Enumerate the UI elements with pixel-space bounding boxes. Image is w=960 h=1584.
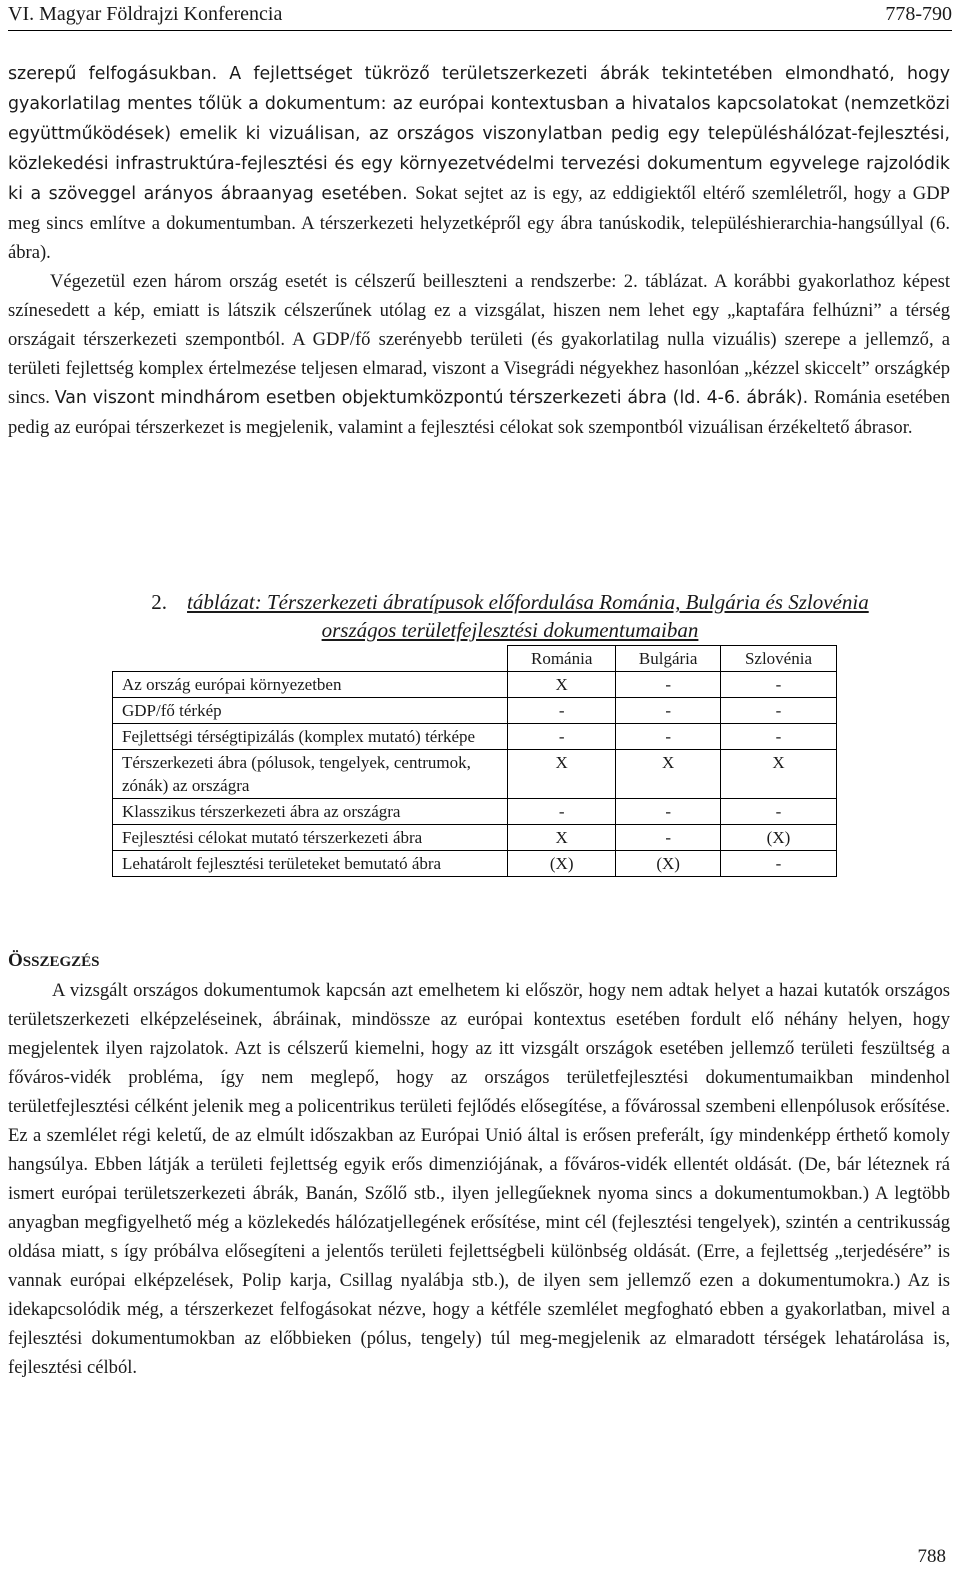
conference-title: VI. Magyar Földrajzi Konferencia xyxy=(8,3,283,25)
table-row xyxy=(113,825,837,851)
cell-value: - xyxy=(616,799,721,825)
page-range: 778-790 xyxy=(885,3,952,25)
cell-value: - xyxy=(508,724,616,750)
table-row xyxy=(113,724,837,750)
cell-value: - xyxy=(720,672,836,698)
table-number: 2. xyxy=(151,590,168,614)
heading-rest: SSZEGZÉS xyxy=(22,954,100,970)
summary-paragraph: A vizsgált országos dokumentumok kapcsán azt emelhetem ki először, hogy nem adtak helyet a hazai kutatók országos területszerkezeti elképzeléseinek, ábráinak, mindössze az európai kontextus esetében fordult elő néhány helyen, hogy megjelentek ilyen rajzolatok. Azt is célszerű kiemelni, hogy az itt vizsgált országok esetében jellemző területi feszültség a főváros-vidék probléma, így nem meglepő, hogy az országos területfejlesztési dokumentumaikban mindenhol területfejlesztési célként jelenik meg a policentrikus területi fejlődés elősegítése, a fővárossal szembeni ellenpólusok erősítése. Ez a szemlélet régi keletű, de az elmúlt időszakban az Európai Unió által is erősen preferált, így mindenképp érthető komoly hangsúlya. Ebben látják a területi fejlettség egyik erős dimenziójának, a főváros-vidék ellentét oldását. (De, bár léteznek rá ismert európai területszerkezeti ábrák, Banán, Szőlő stb., ilyen jellegűeknek nyoma sincs a dokumentumokban.) A legtöbb anyagban megfigyelhető még a közlekedés hálózatjellegének erősítése, mint cél (fejlesztési tengelyek), szintén a centrikusság oldása miatt, s így próbálva elősegíteni a jelentős területi fejlettségbeli különbség oldását. (Erre, a fejlettség „terjedésére” is vannak európai elképzelések, Polip karja, Csillag nyalábja stb.), de ilyen sem jellemző ezen a dokumentumokra.) Az is idekapcsolódik még, a térszerkezet felfogásokat nézve, hogy a kétféle szemlélet megfogható ebben a gyakorlatban, mivel a fejlesztési dokumentumokban az előbbieken (pólus, tengely) túl meg-megjelenik az elmaradott térségek lehatárolása is, fejlesztési célból. xyxy=(8,980,950,1378)
table-caption xyxy=(60,588,960,644)
row-label: Lehatárolt fejlesztési területeket bemutató ábra xyxy=(113,851,508,877)
cell-value: (X) xyxy=(508,851,616,877)
cell-value: - xyxy=(720,724,836,750)
page-number: 788 xyxy=(917,1546,946,1567)
cell-value: X xyxy=(508,750,616,799)
column-header-slovenia: Szlovénia xyxy=(720,646,836,672)
row-label: Fejlettségi térségtipizálás (komplex mutató) térképe xyxy=(113,724,508,750)
cell-value: X xyxy=(508,825,616,851)
row-label: GDP/fő térkép xyxy=(113,698,508,724)
cell-value: - xyxy=(616,672,721,698)
cell-value: - xyxy=(720,698,836,724)
row-label: Klasszikus térszerkezeti ábra az országra xyxy=(113,799,508,825)
body-paragraph-1 xyxy=(8,59,950,442)
table-row xyxy=(113,672,837,698)
cell-value: X xyxy=(720,750,836,799)
cell-value: X xyxy=(616,750,721,799)
row-label: Fejlesztési célokat mutató térszerkezeti ábra xyxy=(113,825,508,851)
table-corner-cell xyxy=(113,646,508,672)
cell-value: (X) xyxy=(616,851,721,877)
table-caption-line-2: országos területfejlesztési dokumentumaiban xyxy=(321,618,699,642)
cell-value: (X) xyxy=(720,825,836,851)
paragraph-1-fragment-c: Sokat sejtet az is egy, az eddigiektől eltérő szemléletről, hogy a GDP meg sincs említve a dokumentumban. A térszerkezeti helyzetképről egy ábra tanúskodik, településhierarchia-hangsúllyal (6. ábra). xyxy=(8,183,950,263)
paragraph-1-fragment-a: szerepű felfogásukban. xyxy=(8,64,230,84)
cell-value: - xyxy=(720,799,836,825)
cell-value: - xyxy=(720,851,836,877)
cell-value: - xyxy=(508,799,616,825)
column-header-bulgaria: Bulgária xyxy=(616,646,721,672)
paragraph-1-fragment-b: A fejlettséget tükröző területszerkezeti ábrák tekintetében elmondható, hogy gyakorlatilag mentes tőlük a dokumentum: az európai kontextusban a hivatalos kapcsolatokat (nemzetközi együttműködések) emelik ki vizuálisan, az országos viszonylatban pedig egy településhálózat-fejlesztési, közlekedési infrastruktúra-fejlesztési és egy környezetvédelmi tervezési dokumentum egyvelege rajzolódik ki a szöveggel arányos ábraanyag esetében. xyxy=(8,64,950,204)
column-header-romania: Románia xyxy=(508,646,616,672)
table-row xyxy=(113,698,837,724)
cell-value: - xyxy=(616,724,721,750)
heading-initial: Ö xyxy=(8,950,23,971)
figure-type-table xyxy=(112,645,837,877)
table-caption-line-1: táblázat: Térszerkezeti ábratípusok előfordulása Románia, Bulgária és Szlovénia xyxy=(187,590,869,614)
table-header-row xyxy=(113,646,837,672)
running-header xyxy=(8,0,952,31)
table-row xyxy=(113,851,837,877)
section-heading-summary xyxy=(8,948,100,975)
table-row xyxy=(113,750,837,799)
paragraph-1-fragment-g: Románia esetében pedig az európai térszerkezet is megjelenik, valamint a fejlesztési célokat sok szempontból vizuálisan érzékeltető ábrasor. xyxy=(8,387,951,438)
paragraph-1-fragment-d: Végezetül ezen három ország esetét is célszerű beilleszteni a rendszerbe: 2. táblázat. xyxy=(50,271,714,292)
table-row xyxy=(113,799,837,825)
cell-value: - xyxy=(616,698,721,724)
row-label: Térszerkezeti ábra (pólusok, tengelyek, centrumok, zónák) az országra xyxy=(113,750,508,799)
cell-value: - xyxy=(616,825,721,851)
cell-value: - xyxy=(508,698,616,724)
row-label: Az ország európai környezetben xyxy=(113,672,508,698)
paragraph-1-fragment-f: Van viszont mindhárom esetben objektumközpontú térszerkezeti ábra (ld. 4-6. ábrák). xyxy=(54,388,814,408)
cell-value: X xyxy=(508,672,616,698)
paragraph-1-fragment-e: A korábbi gyakorlathoz képest színesedett a kép, emiatt is látszik célszerűnek utólag ez a vizsgálat, hiszen nem lehet egy „kaptafára felhúzni” a térség országait térszerkezeti szempontból. A GDP/fő szerényebb területi (és gyakorlatilag nulla vizuális) szerepe a jellemző, a területi fejlettség komplex értelmezése teljesen elmarad, viszont a Visegrádi négyekhez hasonlóan „kézzel skiccelt” országkép sincs. xyxy=(8,271,950,408)
